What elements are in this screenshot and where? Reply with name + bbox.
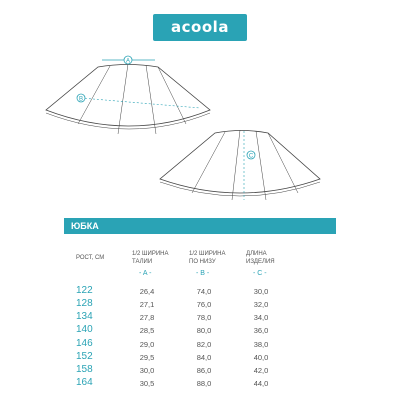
row-col-c: 42,0 <box>253 366 269 375</box>
row-size: 158 <box>76 364 93 375</box>
svg-text:A: A <box>125 58 131 65</box>
row-col-a: 27,1 <box>139 300 155 309</box>
svg-text:B: B <box>78 96 84 103</box>
svg-text:C: C <box>248 153 254 160</box>
row-col-a: 29,5 <box>139 353 155 362</box>
row-col-a: 30,5 <box>139 379 155 388</box>
row-col-a: 26,4 <box>139 287 155 296</box>
marker-a <box>124 56 132 65</box>
row-col-a: 27,8 <box>139 313 155 322</box>
col-a-letter: - A - <box>139 270 152 277</box>
row-col-c: 38,0 <box>253 340 269 349</box>
col-b-header: 1/2 ШИРИНА ПО НИЗУ <box>189 251 226 265</box>
row-col-b: 88,0 <box>196 379 212 388</box>
height-header: РОСТ, СМ <box>76 255 105 261</box>
col-a-header: 1/2 ШИРИНА ТАЛИИ <box>132 251 169 265</box>
row-col-c: 40,0 <box>253 353 269 362</box>
row-size: 122 <box>76 285 93 296</box>
brand-logo: acoola <box>153 14 247 41</box>
row-size: 134 <box>76 311 93 322</box>
table-title: ЮБКА <box>64 218 336 234</box>
skirt-back-drawing <box>160 130 320 200</box>
row-col-b: 86,0 <box>196 366 212 375</box>
row-col-b: 84,0 <box>196 353 212 362</box>
row-col-b: 82,0 <box>196 340 212 349</box>
marker-c <box>247 151 255 160</box>
row-col-a: 29,0 <box>139 340 155 349</box>
row-col-b: 80,0 <box>196 326 212 335</box>
row-col-b: 78,0 <box>196 313 212 322</box>
row-col-c: 32,0 <box>253 300 269 309</box>
row-size: 128 <box>76 298 93 309</box>
row-size: 164 <box>76 377 93 388</box>
row-col-c: 36,0 <box>253 326 269 335</box>
skirt-diagram <box>0 44 400 204</box>
row-col-c: 44,0 <box>253 379 269 388</box>
row-size: 146 <box>76 338 93 349</box>
row-col-c: 30,0 <box>253 287 269 296</box>
marker-b <box>77 94 85 103</box>
row-size: 140 <box>76 324 93 335</box>
skirt-front-drawing <box>46 64 210 134</box>
row-col-a: 28,5 <box>139 326 155 335</box>
col-c-letter: - C - <box>253 270 267 277</box>
row-col-c: 34,0 <box>253 313 269 322</box>
row-size: 152 <box>76 351 93 362</box>
row-col-b: 74,0 <box>196 287 212 296</box>
row-col-b: 76,0 <box>196 300 212 309</box>
row-col-a: 30,0 <box>139 366 155 375</box>
col-c-header: ДЛИНА ИЗДЕЛИЯ <box>246 251 275 265</box>
col-b-letter: - B - <box>196 270 210 277</box>
